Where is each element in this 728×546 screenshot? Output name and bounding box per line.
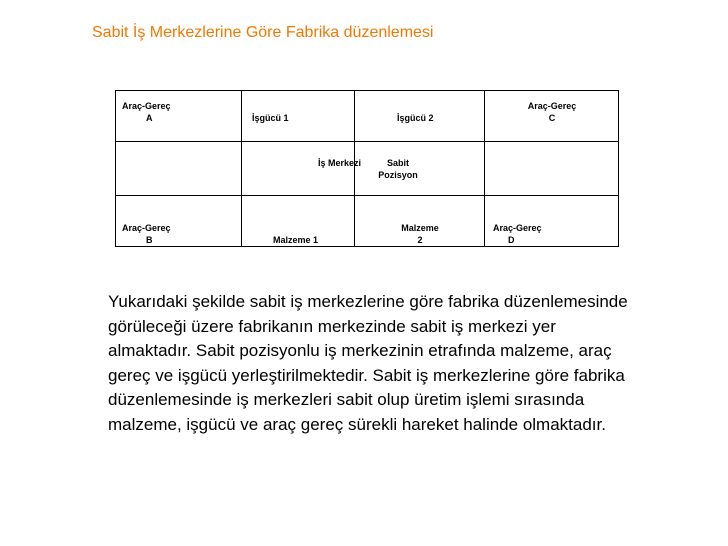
cell-malzeme-2: Malzeme 2 [401, 223, 439, 245]
cell-arac-gerec-d: Araç-Gereç D [493, 223, 542, 245]
cell-sabit-pozisyon: Sabit Pozisyon [378, 158, 418, 180]
layout-diagram [115, 90, 619, 247]
description-paragraph: Yukarıdaki şekilde sabit iş merkezlerine göre fabrika düzenlemesinde görüleceği üzere fabrikanın merkezinde sabit iş merkezi yer almaktadır. Sabit pozisyonlu iş merkezinin etrafında malzeme, araç gereç ve işgücü yerleştirilmektedir. Sabit iş merkezlerine göre fabrika düzenlemesinde iş merkezleri sabit olup üretim işlemi sırasında malzeme, işgücü ve araç gereç sürekli hareket halinde olmaktadır. [108, 292, 628, 434]
cell-arac-gerec-a: Araç-Gereç A [122, 101, 171, 123]
cell-malzeme-1: Malzeme 1 [273, 235, 319, 245]
cell-isgucu-1: İşgücü 1 [252, 113, 289, 123]
grid-divider [116, 195, 618, 196]
page-title: Sabit İş Merkezlerine Göre Fabrika düzenlemesi [92, 24, 434, 41]
cell-arac-gerec-c: Araç-Gereç C [527, 101, 577, 123]
grid-divider [241, 91, 242, 246]
cell-isgucu-2: İşgücü 2 [397, 113, 434, 123]
grid-divider [484, 91, 485, 246]
cell-is-merkezi-label: İş Merkezi [318, 158, 362, 168]
cell-arac-gerec-b: Araç-Gereç B [122, 223, 171, 245]
grid-divider [116, 141, 618, 142]
